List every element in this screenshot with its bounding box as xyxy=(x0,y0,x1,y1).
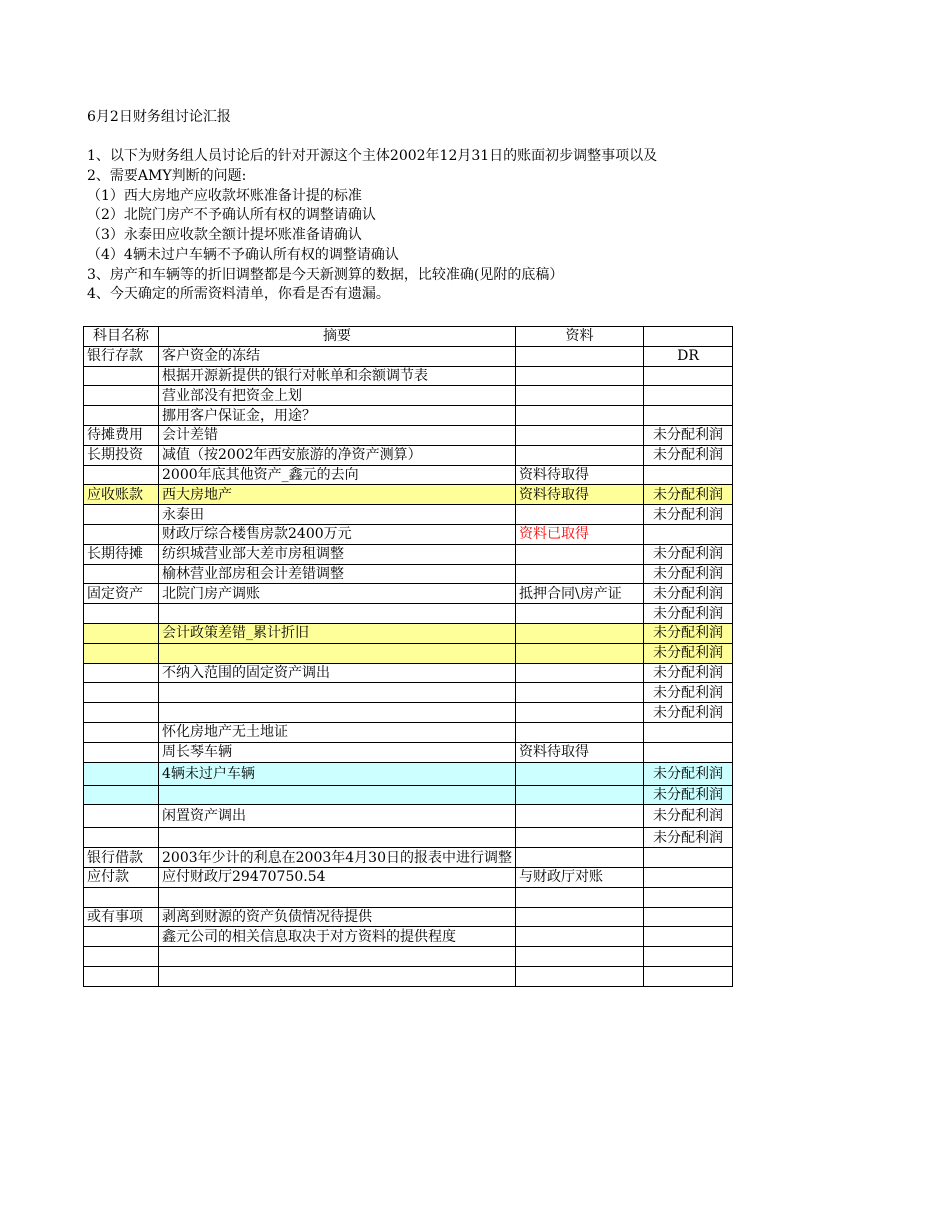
cell-account-name[interactable] xyxy=(84,505,159,525)
cell-account-name[interactable] xyxy=(84,762,159,785)
note-line: 1、以下为财务组人员讨论后的针对开源这个主体2002年12月31日的账面初步调整事项以及 xyxy=(87,148,658,165)
cell-account-name[interactable]: 或有事项 xyxy=(84,907,159,927)
cell-materials[interactable]: 与财政厅对账 xyxy=(515,867,643,887)
table-row xyxy=(84,805,733,828)
table-row xyxy=(84,485,733,505)
cell-entry[interactable] xyxy=(643,887,732,907)
cell-materials[interactable] xyxy=(515,544,643,564)
cell-summary[interactable]: 西大房地产 xyxy=(159,485,516,505)
cell-entry[interactable]: 未分配利润 xyxy=(643,643,732,663)
cell-entry[interactable]: 未分配利润 xyxy=(643,623,732,643)
cell-account-name[interactable] xyxy=(84,406,159,426)
table-row xyxy=(84,947,733,967)
table-row xyxy=(84,386,733,406)
cell-materials[interactable] xyxy=(515,927,643,947)
cell-account-name[interactable] xyxy=(84,663,159,683)
cell-materials[interactable] xyxy=(515,947,643,967)
cell-account-name[interactable] xyxy=(84,623,159,643)
cell-materials[interactable] xyxy=(515,505,643,525)
cell-account-name[interactable] xyxy=(84,366,159,386)
cell-entry[interactable]: 未分配利润 xyxy=(643,564,732,584)
cell-summary[interactable]: 财政厅综合楼售房款2400万元 xyxy=(159,524,516,544)
cell-account-name[interactable] xyxy=(84,887,159,907)
cell-summary[interactable]: 挪用客户保证金，用途？ xyxy=(159,406,516,426)
cell-account-name[interactable] xyxy=(84,386,159,406)
table-row xyxy=(84,623,733,643)
cell-account-name[interactable] xyxy=(84,828,159,848)
cell-account-name[interactable] xyxy=(84,927,159,947)
cell-summary[interactable] xyxy=(159,604,516,624)
table-row xyxy=(84,643,733,663)
cell-entry[interactable]: 未分配利润 xyxy=(643,425,732,445)
cell-materials[interactable]: 资料待取得 xyxy=(515,485,643,505)
cell-account-name[interactable]: 长期待摊 xyxy=(84,544,159,564)
table-row xyxy=(84,907,733,927)
cell-account-name[interactable] xyxy=(84,742,159,762)
cell-materials[interactable] xyxy=(515,623,643,643)
cell-summary[interactable]: 减值（按2002年西安旅游的净资产测算） xyxy=(159,445,516,465)
table-row xyxy=(84,445,733,465)
cell-entry[interactable]: 未分配利润 xyxy=(643,703,732,723)
cell-entry[interactable]: 未分配利润 xyxy=(643,584,732,604)
cell-materials[interactable] xyxy=(515,722,643,742)
table-row xyxy=(84,584,733,604)
cell-account-name[interactable] xyxy=(84,465,159,485)
cell-summary[interactable] xyxy=(159,828,516,848)
cell-summary[interactable]: 2000年底其他资产_鑫元的去向 xyxy=(159,465,516,485)
cell-entry[interactable]: 未分配利润 xyxy=(643,683,732,703)
cell-summary[interactable]: 永泰田 xyxy=(159,505,516,525)
cell-entry[interactable] xyxy=(643,386,732,406)
cell-account-name[interactable] xyxy=(84,805,159,828)
cell-summary[interactable]: 不纳入范围的固定资产调出 xyxy=(159,663,516,683)
cell-entry[interactable]: 未分配利润 xyxy=(643,604,732,624)
cell-materials[interactable] xyxy=(515,683,643,703)
cell-entry[interactable]: 未分配利润 xyxy=(643,544,732,564)
cell-materials[interactable] xyxy=(515,346,643,366)
table-row xyxy=(84,366,733,386)
table-row xyxy=(84,785,733,805)
cell-entry[interactable] xyxy=(643,722,732,742)
cell-account-name[interactable] xyxy=(84,564,159,584)
cell-summary[interactable] xyxy=(159,887,516,907)
cell-entry[interactable] xyxy=(643,524,732,544)
cell-materials[interactable]: 资料待取得 xyxy=(515,742,643,762)
cell-materials[interactable] xyxy=(515,966,643,986)
cell-entry[interactable]: 未分配利润 xyxy=(643,485,732,505)
cell-entry[interactable] xyxy=(643,927,732,947)
note-line: 2、需要AMY判断的问题: xyxy=(87,168,247,185)
cell-materials[interactable] xyxy=(515,785,643,805)
cell-account-name[interactable]: 固定资产 xyxy=(84,584,159,604)
cell-account-name[interactable]: 应收账款 xyxy=(84,485,159,505)
cell-entry[interactable]: 未分配利润 xyxy=(643,663,732,683)
table-row xyxy=(84,544,733,564)
cell-summary[interactable]: 营业部没有把资金上划 xyxy=(159,386,516,406)
cell-materials[interactable]: 抵押合同\房产证 xyxy=(515,584,643,604)
table-row xyxy=(84,703,733,723)
cell-summary[interactable]: 闲置资产调出 xyxy=(159,805,516,828)
table-row xyxy=(84,406,733,426)
table-row xyxy=(84,346,733,366)
table-row xyxy=(84,683,733,703)
cell-summary[interactable]: 根据开源新提供的银行对帐单和余额调节表 xyxy=(159,366,516,386)
cell-summary[interactable]: 榆林营业部房租会计差错调整 xyxy=(159,564,516,584)
table-row xyxy=(84,762,733,785)
cell-summary[interactable]: 周长琴车辆 xyxy=(159,742,516,762)
cell-summary[interactable]: 怀化房地产无土地证 xyxy=(159,722,516,742)
cell-materials[interactable] xyxy=(515,762,643,785)
cell-materials[interactable] xyxy=(515,848,643,868)
cell-materials[interactable] xyxy=(515,828,643,848)
cell-summary[interactable] xyxy=(159,703,516,723)
table-row xyxy=(84,927,733,947)
cell-account-name[interactable] xyxy=(84,722,159,742)
table-row xyxy=(84,524,733,544)
cell-entry[interactable]: 未分配利润 xyxy=(643,445,732,465)
note-line: 3、房产和车辆等的折旧调整都是今天新测算的数据，比较准确(见附的底稿） xyxy=(87,266,564,283)
adjustment-table xyxy=(83,326,733,987)
cell-entry[interactable] xyxy=(643,406,732,426)
cell-summary[interactable] xyxy=(159,947,516,967)
cell-summary[interactable]: 剥离到财源的资产负债情况待提供 xyxy=(159,907,516,927)
cell-account-name[interactable] xyxy=(84,947,159,967)
table-row xyxy=(84,867,733,887)
cell-entry[interactable]: 未分配利润 xyxy=(643,805,732,828)
cell-account-name[interactable]: 待摊费用 xyxy=(84,425,159,445)
note-line: （2）北院门房产不予确认所有权的调整请确认 xyxy=(87,207,376,224)
table-row xyxy=(84,564,733,584)
note-line: 4、今天确定的所需资料清单，你看是否有遗漏。 xyxy=(87,286,390,303)
table-row xyxy=(84,848,733,868)
table-row xyxy=(84,828,733,848)
cell-summary[interactable]: 纺织城营业部大差市房租调整 xyxy=(159,544,516,564)
cell-entry[interactable] xyxy=(643,907,732,927)
table-row xyxy=(84,966,733,986)
cell-summary[interactable] xyxy=(159,785,516,805)
cell-entry[interactable] xyxy=(643,742,732,762)
cell-materials[interactable] xyxy=(515,366,643,386)
cell-account-name[interactable]: 应付款 xyxy=(84,867,159,887)
cell-materials[interactable] xyxy=(515,564,643,584)
table-row xyxy=(84,505,733,525)
table-row xyxy=(84,722,733,742)
table-row xyxy=(84,425,733,445)
table-row xyxy=(84,742,733,762)
cell-entry[interactable] xyxy=(643,465,732,485)
cell-materials[interactable] xyxy=(515,445,643,465)
cell-entry[interactable] xyxy=(643,848,732,868)
table-body xyxy=(84,346,733,986)
cell-summary[interactable]: 会计差错 xyxy=(159,425,516,445)
cell-entry[interactable] xyxy=(643,867,732,887)
table-row xyxy=(84,663,733,683)
cell-entry[interactable] xyxy=(643,366,732,386)
cell-account-name[interactable] xyxy=(84,604,159,624)
cell-summary[interactable] xyxy=(159,643,516,663)
cell-entry[interactable]: DR xyxy=(643,346,732,366)
header-blank xyxy=(643,327,732,347)
cell-account-name[interactable] xyxy=(84,643,159,663)
note-line: （1）西大房地产应收款坏账准备计提的标准 xyxy=(87,187,362,204)
cell-materials[interactable] xyxy=(515,703,643,723)
header-materials: 资料 xyxy=(515,327,643,347)
header-summary: 摘要 xyxy=(159,327,516,347)
cell-materials[interactable] xyxy=(515,604,643,624)
cell-summary[interactable] xyxy=(159,966,516,986)
cell-account-name[interactable]: 银行存款 xyxy=(84,346,159,366)
cell-entry[interactable]: 未分配利润 xyxy=(643,505,732,525)
cell-account-name[interactable] xyxy=(84,683,159,703)
cell-summary[interactable]: 应付财政厅29470750.54 xyxy=(159,867,516,887)
note-line: （4）4辆未过户车辆不予确认所有权的调整请确认 xyxy=(87,246,399,263)
cell-materials[interactable] xyxy=(515,907,643,927)
cell-entry[interactable]: 未分配利润 xyxy=(643,785,732,805)
cell-materials[interactable] xyxy=(515,425,643,445)
cell-account-name[interactable] xyxy=(84,966,159,986)
cell-summary[interactable]: 北院门房产调账 xyxy=(159,584,516,604)
cell-materials[interactable]: 资料待取得 xyxy=(515,465,643,485)
cell-summary[interactable]: 鑫元公司的相关信息取决于对方资料的提供程度 xyxy=(159,927,516,947)
cell-materials[interactable] xyxy=(515,643,643,663)
table-row xyxy=(84,887,733,907)
cell-entry[interactable] xyxy=(643,947,732,967)
cell-account-name[interactable]: 银行借款 xyxy=(84,848,159,868)
note-line: （3）永泰田应收款全额计提坏账准备请确认 xyxy=(87,227,362,244)
report-title: 6月2日财务组讨论汇报 xyxy=(87,109,231,125)
cell-summary[interactable]: 4辆未过户车辆 xyxy=(159,762,516,785)
cell-summary[interactable]: 2003年少计的利息在2003年4月30日的报表中进行调整 xyxy=(159,848,516,868)
cell-account-name[interactable] xyxy=(84,524,159,544)
cell-summary[interactable]: 客户资金的冻结 xyxy=(159,346,516,366)
cell-entry[interactable]: 未分配利润 xyxy=(643,762,732,785)
cell-materials[interactable] xyxy=(515,805,643,828)
cell-materials[interactable] xyxy=(515,386,643,406)
cell-summary[interactable]: 会计政策差错_累计折旧 xyxy=(159,623,516,643)
table-row xyxy=(84,604,733,624)
cell-account-name[interactable]: 长期投资 xyxy=(84,445,159,465)
cell-entry[interactable] xyxy=(643,966,732,986)
cell-materials[interactable] xyxy=(515,663,643,683)
cell-summary[interactable] xyxy=(159,683,516,703)
cell-account-name[interactable] xyxy=(84,785,159,805)
cell-materials[interactable] xyxy=(515,887,643,907)
cell-account-name[interactable] xyxy=(84,703,159,723)
cell-materials[interactable] xyxy=(515,406,643,426)
header-account-name: 科目名称 xyxy=(84,327,159,347)
cell-entry[interactable]: 未分配利润 xyxy=(643,828,732,848)
report-notes xyxy=(87,108,657,305)
table-header-row xyxy=(84,327,733,347)
table-row xyxy=(84,465,733,485)
cell-materials[interactable]: 资料已取得 xyxy=(515,524,643,544)
